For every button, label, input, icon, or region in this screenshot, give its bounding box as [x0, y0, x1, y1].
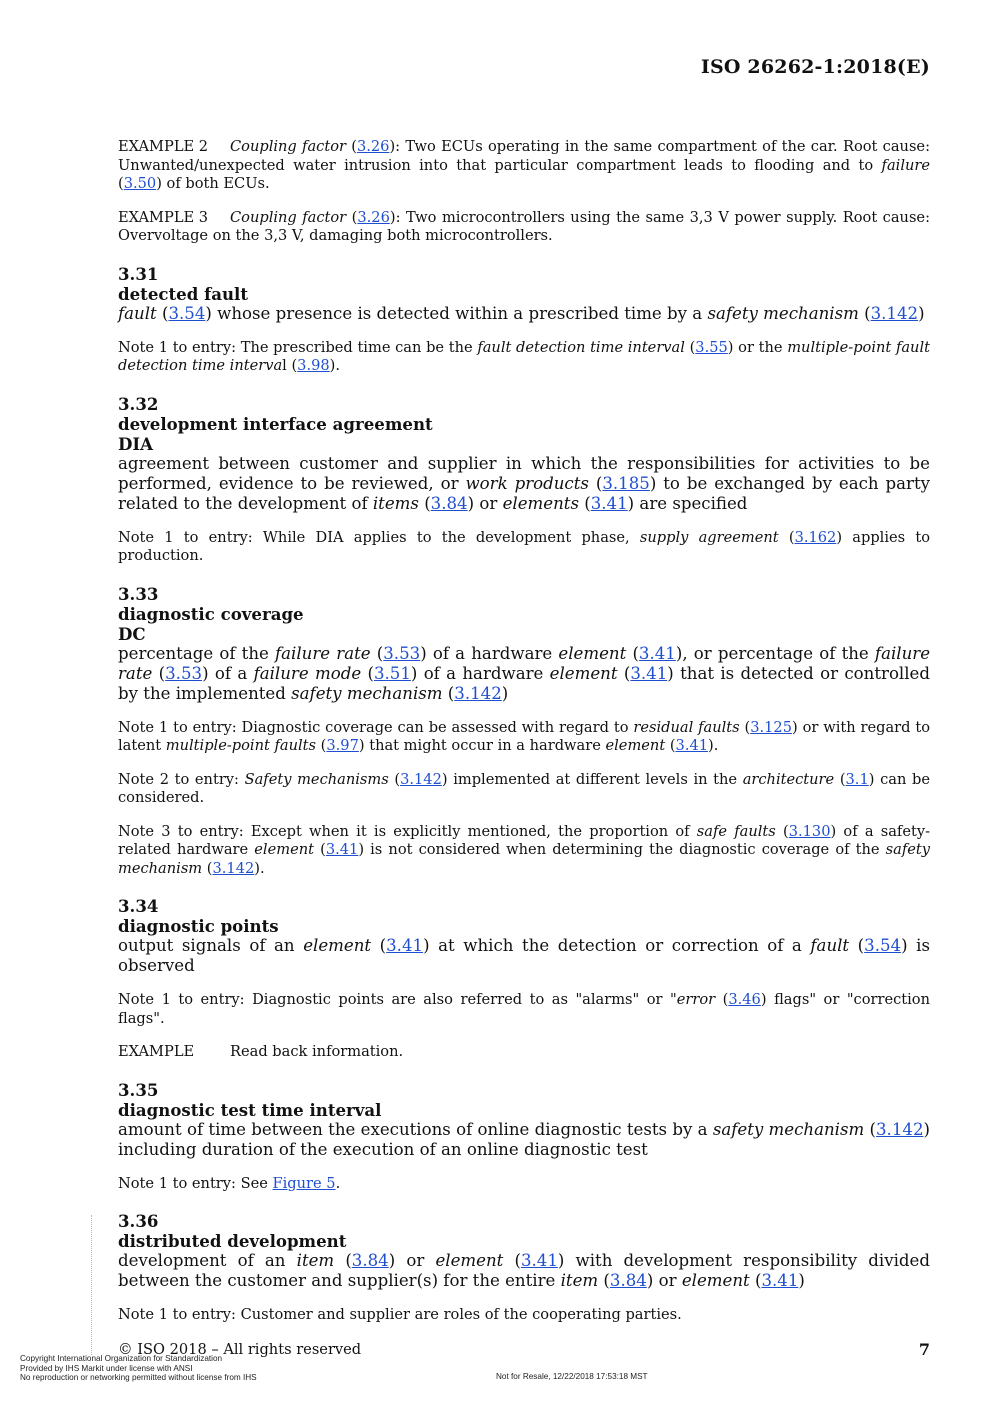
entry-number: 3.32 [118, 393, 159, 414]
entry-number: 3.31 [118, 263, 159, 284]
entry-number: 3.34 [118, 896, 159, 916]
entry-number: 3.35 [118, 1079, 159, 1100]
ref-link[interactable]: 3.1 [845, 770, 869, 788]
entry-term: distributed development [118, 1231, 347, 1251]
example-2: EXAMPLE 2 Coupling factor (3.26): Two ECUs operating in the same compartment of the car. Root cause: Unwanted/unexpected water intrusion into that particular compartment leads to flooding and to failure (3.50) of both ECUs. [118, 138, 930, 192]
entry-note: Note 1 to entry: Diagnostic coverage can be assessed with regard to residual faults (3.125) or with regard to latent multiple-point faults (3.97) that might occur in a hardware element (3.41). [118, 718, 930, 754]
ref-link[interactable]: 3.84 [351, 1251, 389, 1270]
resale-notice: Not for Resale, 12/22/2018 17:53:18 MST [496, 1372, 648, 1381]
ref-link[interactable]: 3.41 [590, 493, 628, 513]
entry-definition: fault (3.54) whose presence is detected within a prescribed time by a safety mechanism (3.142) [118, 303, 925, 323]
entry-note: Note 1 to entry: See Figure 5. [118, 1174, 341, 1192]
entry-note: Note 3 to entry: Except when it is explicitly mentioned, the proportion of safe faults (3.130) of a safety-related hardware element (3.41) is not considered when determining the diagnostic coverage of the safety mechanism (3.142). [118, 822, 931, 877]
entry-term: diagnostic points [118, 916, 279, 936]
ref-link[interactable]: 3.84 [430, 493, 468, 513]
example-label: EXAMPLE [118, 1043, 195, 1060]
entry-definition: amount of time between the executions of online diagnostic tests by a safety mechanism (3.142) including duration of the execution of an online diagnostic test [118, 1119, 930, 1159]
standard-header: ISO 26262-1:2018(E) [700, 56, 930, 78]
entry-number: 3.36 [118, 1211, 159, 1231]
ref-link[interactable]: 3.41 [325, 841, 359, 858]
ihs-line: Provided by IHS Markit under license with ANSI [20, 1363, 193, 1373]
ihs-line: Copyright International Organization for Standardization [20, 1354, 223, 1363]
entry-term: development interface agreement [118, 413, 433, 434]
entry-term: diagnostic test time interval [118, 1099, 382, 1120]
margin-dots [91, 1215, 96, 1355]
entry-note: Note 1 to entry: Diagnostic points are also referred to as "alarms" or "error (3.46) flags" or "correction flags". [118, 991, 930, 1027]
ref-link[interactable]: 3.142 [870, 303, 919, 323]
entry-note: Note 2 to entry: Safety mechanisms (3.142) implemented at different levels in the architecture (3.1) can be considered. [118, 770, 930, 806]
ref-link[interactable]: 3.41 [638, 643, 676, 663]
entry-note: Note 1 to entry: While DIA applies to the development phase, supply agreement (3.162) applies to production. [118, 528, 930, 564]
example-label: EXAMPLE 2 [118, 138, 209, 155]
entry-number: 3.33 [118, 583, 159, 604]
entry-abbreviation: DIA [118, 433, 154, 454]
ref-link[interactable]: 3.41 [386, 936, 424, 955]
ref-link[interactable]: 3.142 [876, 1119, 924, 1139]
ref-link[interactable]: 3.41 [761, 1271, 799, 1290]
entry-term: detected fault [118, 283, 249, 304]
ref-link[interactable]: 3.98 [297, 357, 330, 374]
ihs-line: No reproduction or networking permitted without license from IHS [20, 1373, 257, 1382]
ref-link[interactable]: 3.50 [123, 175, 157, 192]
ref-link[interactable]: 3.55 [695, 338, 728, 356]
page-content [118, 138, 930, 1325]
entry-term: diagnostic coverage [118, 603, 304, 624]
term-ref: Coupling factor [230, 138, 346, 155]
figure-link[interactable]: Figure 5 [272, 1174, 336, 1192]
ref-link[interactable]: 3.142 [454, 683, 502, 703]
ref-link[interactable]: 3.54 [864, 936, 902, 955]
ref-link[interactable]: 3.142 [400, 770, 442, 788]
entry-note: Note 1 to entry: Customer and supplier are roles of the cooperating parties. [118, 1306, 682, 1323]
ref-link[interactable]: 3.142 [212, 859, 255, 877]
ref-link[interactable]: 3.51 [373, 663, 411, 683]
entry-example: EXAMPLE Read back information. [118, 1043, 404, 1060]
ref-link[interactable]: 3.26 [357, 208, 390, 226]
ref-link[interactable]: 3.46 [728, 991, 761, 1008]
ref-link[interactable]: 3.53 [165, 663, 203, 683]
entry-definition: output signals of an element (3.41) at which the detection or correction of a fault (3.54) is observed [118, 936, 931, 975]
entry-definition: percentage of the failure rate (3.53) of a hardware element (3.41), or percentage of the failure rate (3.53) of a failure mode (3.51) of a hardware element (3.41) that is detected or controlled by the implemented safety mechanism (3.142) [118, 643, 931, 703]
ref-link[interactable]: 3.130 [788, 822, 831, 840]
ref-link[interactable]: 3.41 [520, 1251, 558, 1270]
ref-link[interactable]: 3.162 [794, 528, 837, 546]
example-text: : Two microcontrollers using the same 3,3 V power supply. Root cause: Overvoltage on the 3,3 V, damaging both microcontrollers. [118, 208, 930, 244]
entry-note: Note 1 to entry: The prescribed time can be the fault detection time interval (3.55) or the multiple-point fault detection time interval (3.98). [118, 338, 930, 374]
example-label: EXAMPLE 3 [118, 208, 209, 226]
entry-definition: development of an item (3.84) or element (3.41) with development responsibility divided between the customer and supplier(s) for the entire item (3.84) or element (3.41) [118, 1251, 930, 1290]
ref-link[interactable]: 3.84 [609, 1271, 647, 1290]
page-number: 7 [918, 1340, 930, 1359]
ihs-notice [20, 1354, 257, 1383]
ref-link[interactable]: 3.41 [630, 663, 668, 683]
term-ref: Coupling factor [230, 208, 347, 226]
ref-link[interactable]: 3.53 [383, 643, 421, 663]
ref-link[interactable]: 3.185 [602, 473, 650, 493]
ref-link[interactable]: 3.125 [750, 718, 792, 736]
entry-definition: agreement between customer and supplier in which the responsibilities for activities to be performed, evidence to be reviewed, or work products (3.185) to be exchanged by each party related to the development of items (3.84) or elements (3.41) are specified [118, 453, 931, 513]
ref-link[interactable]: 3.54 [168, 303, 206, 323]
example-text: of both ECUs. [161, 175, 270, 192]
entry-abbreviation: DC [118, 623, 146, 644]
term-ref: failure [881, 156, 930, 174]
ref-link[interactable]: 3.97 [326, 737, 359, 754]
ref-link[interactable]: 3.26 [356, 138, 390, 155]
ref-link[interactable]: 3.41 [675, 737, 709, 754]
copyright-footer: © ISO 2018 – All rights reserved [118, 1341, 362, 1358]
example-3: EXAMPLE 3 Coupling factor (3.26): Two microcontrollers using the same 3,3 V power supply. Root cause: Overvoltage on the 3,3 V, damaging both microcontrollers. [118, 208, 930, 244]
example-text: : Two ECUs operating in the same compartment of the car. Root cause: Unwanted/unexpected water intrusion into that particular compartment leads to flooding and to [118, 138, 930, 174]
